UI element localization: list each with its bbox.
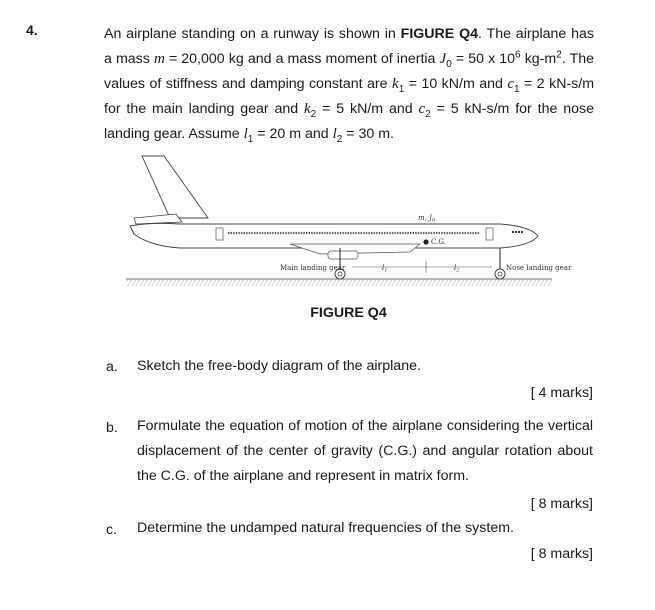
cg-marker	[423, 239, 428, 244]
l1-label: $l_1$	[382, 264, 388, 274]
part-a-marks: [ 4 marks]	[530, 385, 593, 401]
figure-reference: FIGURE Q4	[400, 26, 479, 42]
runway-hatch	[126, 279, 552, 286]
airplane-diagram	[120, 148, 572, 298]
nose-gear-hub	[498, 272, 502, 276]
question-intro: An airplane standing on a runway is shown in FIGURE Q4. The airplane has a mass m = 20,000 kg and a mass moment of inertia $J_0 = 50$ x $10^6$ $kg-m^2$. The values of stiffness and damping constant are $k_1 = 10$ kN/m and $c_1 = 2$ kN-s/m for the main landing gear and $k_2 = 5$ kN/m and $c_2 = 5$ kN-s/m for the nose landing gear. Assume $l_1 = 20$ m and $l_2 = 30$ m.	[104, 26, 595, 145]
figure-caption: FIGURE Q4	[310, 305, 387, 321]
engine	[328, 251, 358, 259]
part-a-text: Sketch the free-body diagram of the airplane.	[137, 358, 421, 374]
part-a-label: a.	[106, 359, 118, 375]
part-c-marks: [ 8 marks]	[530, 546, 593, 562]
cg-label: C.G.	[431, 238, 446, 246]
l2-label: $l_2$	[454, 264, 460, 274]
mass-label: m, $J_0$	[418, 214, 436, 224]
main-gear-label: Main landing gear	[280, 264, 346, 272]
part-c-text: Determine the undamped natural frequencies of the system.	[137, 520, 514, 536]
question-number: 4.	[26, 22, 38, 38]
part-b-marks: [ 8 marks]	[530, 496, 593, 512]
airplane-figure	[120, 148, 572, 298]
main-gear-hub	[338, 272, 342, 276]
tail-fin	[142, 156, 208, 218]
tail-stabilizer	[134, 214, 182, 224]
part-c-label: c.	[106, 522, 118, 538]
part-b-text: Formulate the equation of motion of the airplane considering the vertical displacement of the center of gravity (C.G.) and angular rotation about the C.G. of the airplane and represent in matrix form.	[137, 418, 593, 484]
nose-gear-label: Nose landing gear	[506, 264, 572, 272]
part-b-label: b.	[106, 420, 118, 436]
